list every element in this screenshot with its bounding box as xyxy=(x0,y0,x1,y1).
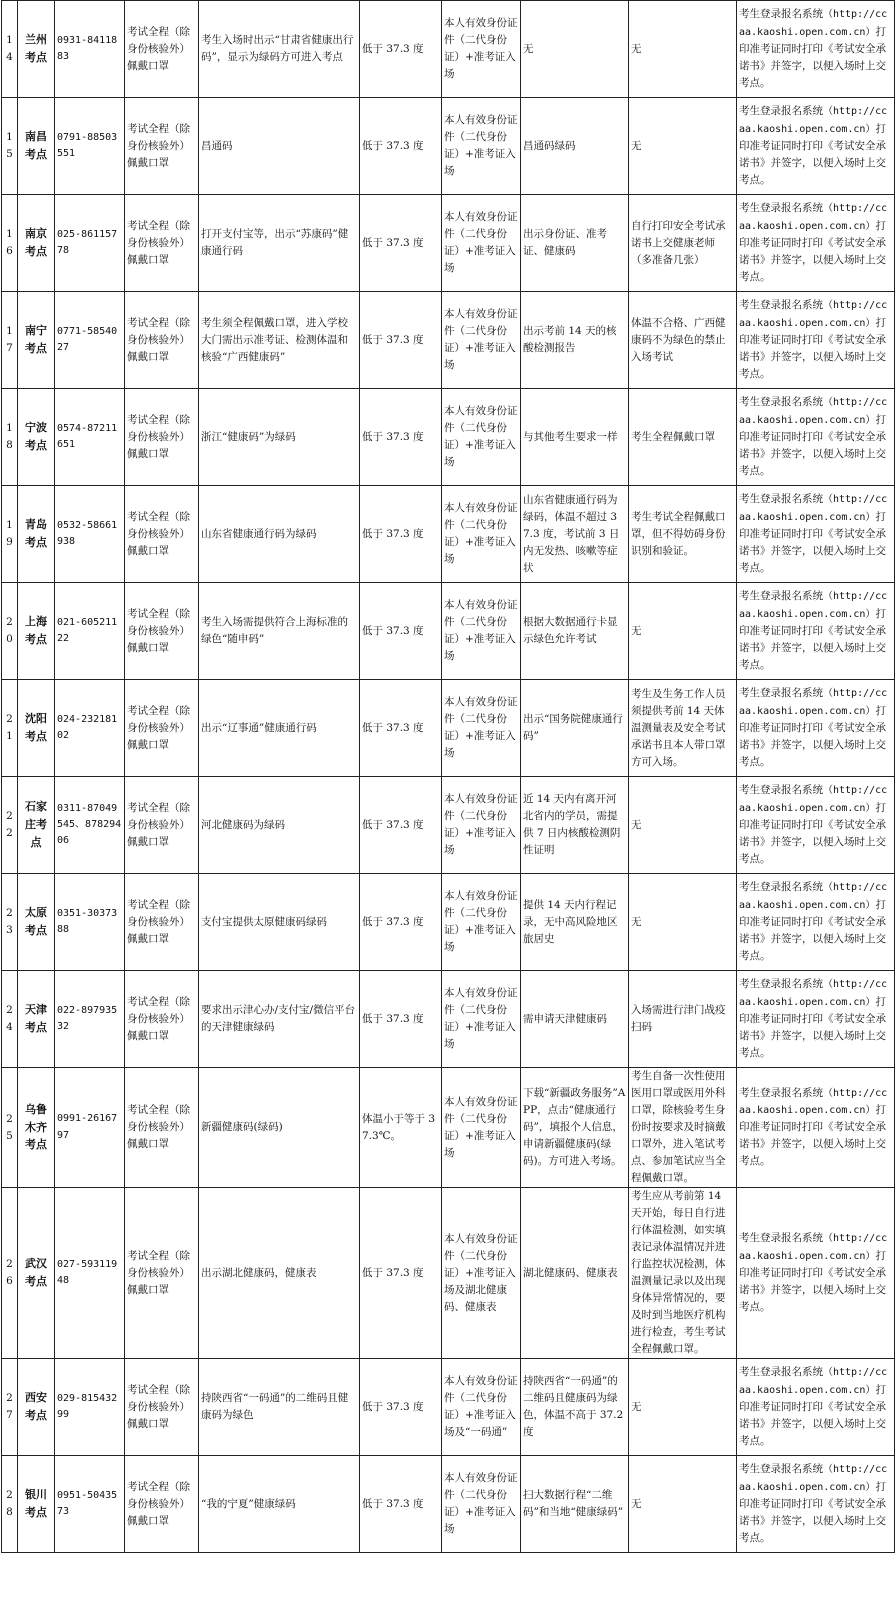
health-code-requirement: 昌通码 xyxy=(199,98,360,195)
notes: 无 xyxy=(629,777,737,874)
registration-url: （http://ccaa.kaoshi.open.com.cn） xyxy=(739,1233,888,1262)
table-row xyxy=(2,874,895,971)
registration-text-a: 考生登录报名系统 xyxy=(739,784,823,797)
site-name: 宁波考点 xyxy=(18,389,55,486)
registration-text-a: 考生登录报名系统 xyxy=(739,493,823,506)
registration-text-b: 打印准考证同时打印《考试安全承诺书》并签字，以便入场时上交考点。 xyxy=(739,122,886,186)
notes: 无 xyxy=(629,874,737,971)
site-phone: 0791-88503551 xyxy=(55,98,125,195)
health-code-requirement: 出示湖北健康码，健康表 xyxy=(199,1188,360,1359)
registration-text-b: 打印准考证同时打印《考试安全承诺书》并签字，以便入场时上交考点。 xyxy=(739,1249,886,1313)
temperature-requirement: 低于 37.3 度 xyxy=(360,583,442,680)
table-row xyxy=(2,389,895,486)
temperature-requirement: 低于 37.3 度 xyxy=(360,1,442,98)
registration-text-a: 考生登录报名系统 xyxy=(739,1232,823,1245)
entry-documents: 本人有效身份证件（二代身份证）+准考证入场 xyxy=(442,777,521,874)
registration-url: （http://ccaa.kaoshi.open.com.cn） xyxy=(739,106,888,135)
site-name: 南宁考点 xyxy=(18,292,55,389)
registration-url: （http://ccaa.kaoshi.open.com.cn） xyxy=(739,203,888,232)
row-number: 24 xyxy=(2,971,18,1068)
registration-url: （http://ccaa.kaoshi.open.com.cn） xyxy=(739,882,888,911)
registration-text-b: 打印准考证同时打印《考试安全承诺书》并签字，以便入场时上交考点。 xyxy=(739,413,886,477)
mask-requirement: 考试全程（除身份核验外）佩戴口罩 xyxy=(125,777,199,874)
registration-text-b: 打印准考证同时打印《考试安全承诺书》并签字，以便入场时上交考点。 xyxy=(739,510,886,574)
health-code-requirement: 支付宝提供太原健康码绿码 xyxy=(199,874,360,971)
temperature-requirement: 低于 37.3 度 xyxy=(360,777,442,874)
mask-requirement: 考试全程（除身份核验外）佩戴口罩 xyxy=(125,583,199,680)
registration-text-b: 打印准考证同时打印《考试安全承诺书》并签字，以便入场时上交考点。 xyxy=(739,898,886,962)
extra-requirements: 与其他考生要求一样 xyxy=(521,389,629,486)
extra-requirements: 扫大数据行程“二维码”和当地“健康绿码” xyxy=(521,1456,629,1553)
registration-text-b: 打印准考证同时打印《考试安全承诺书》并签字，以便入场时上交考点。 xyxy=(739,1104,886,1168)
registration-url: （http://ccaa.kaoshi.open.com.cn） xyxy=(739,591,888,620)
registration-instructions xyxy=(737,583,895,680)
extra-requirements: 下载“新疆政务服务”APP，点击“健康通行码”，填报个人信息，申请新疆健康码(绿码)。方可进入考场。 xyxy=(521,1068,629,1188)
row-number: 23 xyxy=(2,874,18,971)
temperature-requirement: 低于 37.3 度 xyxy=(360,874,442,971)
notes: 无 xyxy=(629,1,737,98)
extra-requirements: 持陕西省“一码通”的二维码且健康码为绿色，体温不高于 37.2 度 xyxy=(521,1359,629,1456)
table-row xyxy=(2,971,895,1068)
temperature-requirement: 体温小于等于 37.3℃。 xyxy=(360,1068,442,1188)
registration-text-a: 考生登录报名系统 xyxy=(739,202,823,215)
row-number: 14 xyxy=(2,1,18,98)
row-number: 18 xyxy=(2,389,18,486)
registration-url: （http://ccaa.kaoshi.open.com.cn） xyxy=(739,1367,888,1396)
site-phone: 027-59311948 xyxy=(55,1188,125,1359)
site-name: 武汉考点 xyxy=(18,1188,55,1359)
table-row xyxy=(2,1188,895,1359)
table-row xyxy=(2,98,895,195)
health-code-requirement: 浙江“健康码”为绿码 xyxy=(199,389,360,486)
table-row xyxy=(2,1456,895,1553)
entry-documents: 本人有效身份证件（二代身份证）+准考证入场及湖北健康码、健康表 xyxy=(442,1188,521,1359)
table-body xyxy=(2,1,895,1553)
row-number: 28 xyxy=(2,1456,18,1553)
health-code-requirement: 新疆健康码(绿码) xyxy=(199,1068,360,1188)
site-name: 天津考点 xyxy=(18,971,55,1068)
registration-url: （http://ccaa.kaoshi.open.com.cn） xyxy=(739,1464,888,1493)
entry-documents: 本人有效身份证件（二代身份证）+准考证入场 xyxy=(442,389,521,486)
notes: 无 xyxy=(629,1456,737,1553)
site-phone: 0931-8411883 xyxy=(55,1,125,98)
table-row xyxy=(2,195,895,292)
temperature-requirement: 低于 37.3 度 xyxy=(360,98,442,195)
site-name: 乌鲁木齐考点 xyxy=(18,1068,55,1188)
extra-requirements: 出示考前 14 天的核酸检测报告 xyxy=(521,292,629,389)
notes: 考生考试全程佩戴口罩，但不得妨碍身份识别和验证。 xyxy=(629,486,737,583)
registration-instructions xyxy=(737,1,895,98)
notes: 考生及生务工作人员须提供考前 14 天体温测量表及安全考试承诺书且本人带口罩方可入场。 xyxy=(629,680,737,777)
temperature-requirement: 低于 37.3 度 xyxy=(360,195,442,292)
notes: 考生全程佩戴口罩 xyxy=(629,389,737,486)
site-name: 兰州考点 xyxy=(18,1,55,98)
registration-instructions xyxy=(737,874,895,971)
table-row xyxy=(2,777,895,874)
site-phone: 021-60521122 xyxy=(55,583,125,680)
registration-url: （http://ccaa.kaoshi.open.com.cn） xyxy=(739,688,888,717)
mask-requirement: 考试全程（除身份核验外）佩戴口罩 xyxy=(125,1,199,98)
site-name: 银川考点 xyxy=(18,1456,55,1553)
site-phone: 0311-87049545、87829406 xyxy=(55,777,125,874)
exam-site-table-page xyxy=(1,0,895,1553)
registration-text-a: 考生登录报名系统 xyxy=(739,590,823,603)
registration-url: （http://ccaa.kaoshi.open.com.cn） xyxy=(739,1087,888,1116)
extra-requirements: 近 14 天内有离开河北省内的学员，需提供 7 日内核酸检测阴性证明 xyxy=(521,777,629,874)
entry-documents: 本人有效身份证件（二代身份证）+准考证入场 xyxy=(442,971,521,1068)
table-row xyxy=(2,680,895,777)
registration-text-a: 考生登录报名系统 xyxy=(739,299,823,312)
table-row xyxy=(2,1359,895,1456)
site-name: 沈阳考点 xyxy=(18,680,55,777)
registration-instructions xyxy=(737,292,895,389)
site-name: 青岛考点 xyxy=(18,486,55,583)
registration-text-b: 打印准考证同时打印《考试安全承诺书》并签字，以便入场时上交考点。 xyxy=(739,801,886,865)
temperature-requirement: 低于 37.3 度 xyxy=(360,1188,442,1359)
site-phone: 0771-5854027 xyxy=(55,292,125,389)
site-phone: 0351-3037388 xyxy=(55,874,125,971)
row-number: 15 xyxy=(2,98,18,195)
site-name: 太原考点 xyxy=(18,874,55,971)
registration-url: （http://ccaa.kaoshi.open.com.cn） xyxy=(739,785,888,814)
notes: 体温不合格、广西健康码不为绿色的禁止入场考试 xyxy=(629,292,737,389)
health-code-requirement: 打开支付宝等，出示“苏康码”健康通行码 xyxy=(199,195,360,292)
registration-text-b: 打印准考证同时打印《考试安全承诺书》并签字，以便入场时上交考点。 xyxy=(739,995,886,1059)
row-number: 20 xyxy=(2,583,18,680)
table-row xyxy=(2,1068,895,1188)
entry-documents: 本人有效身份证件（二代身份证）+准考证入场 xyxy=(442,195,521,292)
row-number: 25 xyxy=(2,1068,18,1188)
site-phone: 0574-87211651 xyxy=(55,389,125,486)
table-row xyxy=(2,486,895,583)
extra-requirements: 出示“国务院健康通行码” xyxy=(521,680,629,777)
health-code-requirement: “我的宁夏”健康绿码 xyxy=(199,1456,360,1553)
mask-requirement: 考试全程（除身份核验外）佩戴口罩 xyxy=(125,486,199,583)
registration-text-b: 打印准考证同时打印《考试安全承诺书》并签字，以便入场时上交考点。 xyxy=(739,25,886,89)
registration-url: （http://ccaa.kaoshi.open.com.cn） xyxy=(739,397,888,426)
registration-instructions xyxy=(737,389,895,486)
site-phone: 024-23218102 xyxy=(55,680,125,777)
notes: 无 xyxy=(629,1359,737,1456)
entry-documents: 本人有效身份证件（二代身份证）+准考证入场 xyxy=(442,680,521,777)
row-number: 16 xyxy=(2,195,18,292)
temperature-requirement: 低于 37.3 度 xyxy=(360,1359,442,1456)
site-phone: 025-86115778 xyxy=(55,195,125,292)
extra-requirements: 无 xyxy=(521,1,629,98)
mask-requirement: 考试全程（除身份核验外）佩戴口罩 xyxy=(125,98,199,195)
mask-requirement: 考试全程（除身份核验外）佩戴口罩 xyxy=(125,292,199,389)
mask-requirement: 考试全程（除身份核验外）佩戴口罩 xyxy=(125,1456,199,1553)
registration-instructions xyxy=(737,486,895,583)
registration-url: （http://ccaa.kaoshi.open.com.cn） xyxy=(739,300,888,329)
registration-instructions xyxy=(737,971,895,1068)
entry-documents: 本人有效身份证件（二代身份证）+准考证入场及“一码通” xyxy=(442,1359,521,1456)
extra-requirements: 根据大数据通行卡显示绿色允许考试 xyxy=(521,583,629,680)
row-number: 22 xyxy=(2,777,18,874)
registration-instructions xyxy=(737,1359,895,1456)
temperature-requirement: 低于 37.3 度 xyxy=(360,1456,442,1553)
notes: 考生自备一次性使用医用口罩或医用外科口罩，除核验考生身份时按要求及时摘戴口罩外，进入笔试考点、参加笔试应当全程佩戴口罩。 xyxy=(629,1068,737,1188)
temperature-requirement: 低于 37.3 度 xyxy=(360,680,442,777)
registration-text-a: 考生登录报名系统 xyxy=(739,1366,823,1379)
entry-documents: 本人有效身份证件（二代身份证）+准考证入场 xyxy=(442,98,521,195)
health-code-requirement: 河北健康码为绿码 xyxy=(199,777,360,874)
site-name: 西安考点 xyxy=(18,1359,55,1456)
registration-text-a: 考生登录报名系统 xyxy=(739,105,823,118)
site-name: 南京考点 xyxy=(18,195,55,292)
extra-requirements: 需申请天津健康码 xyxy=(521,971,629,1068)
health-code-requirement: 考生入场需提供符合上海标准的绿色“随申码” xyxy=(199,583,360,680)
notes: 考生应从考前第 14 天开始，每日自行进行体温检测，如实填表记录体温情况并进行监控状况检测，体温测量记录以及出现身体异常情况的，要及时到当地医疗机构进行检查，考生考试全程佩戴口罩。 xyxy=(629,1188,737,1359)
registration-instructions xyxy=(737,1068,895,1188)
health-code-requirement: 山东省健康通行码为绿码 xyxy=(199,486,360,583)
registration-url: （http://ccaa.kaoshi.open.com.cn） xyxy=(739,979,888,1008)
registration-text-a: 考生登录报名系统 xyxy=(739,881,823,894)
temperature-requirement: 低于 37.3 度 xyxy=(360,486,442,583)
site-name: 南昌考点 xyxy=(18,98,55,195)
temperature-requirement: 低于 37.3 度 xyxy=(360,971,442,1068)
registration-instructions xyxy=(737,777,895,874)
mask-requirement: 考试全程（除身份核验外）佩戴口罩 xyxy=(125,389,199,486)
temperature-requirement: 低于 37.3 度 xyxy=(360,389,442,486)
site-phone: 029-81543299 xyxy=(55,1359,125,1456)
registration-text-b: 打印准考证同时打印《考试安全承诺书》并签字，以便入场时上交考点。 xyxy=(739,316,886,380)
site-name: 上海考点 xyxy=(18,583,55,680)
mask-requirement: 考试全程（除身份核验外）佩戴口罩 xyxy=(125,874,199,971)
table-row xyxy=(2,583,895,680)
registration-text-a: 考生登录报名系统 xyxy=(739,8,823,21)
exam-site-table xyxy=(1,0,895,1553)
health-code-requirement: 考生须全程佩戴口罩，进入学校大门需出示准考证、检测体温和核验“广西健康码” xyxy=(199,292,360,389)
registration-instructions xyxy=(737,98,895,195)
row-number: 21 xyxy=(2,680,18,777)
registration-text-b: 打印准考证同时打印《考试安全承诺书》并签字，以便入场时上交考点。 xyxy=(739,704,886,768)
entry-documents: 本人有效身份证件（二代身份证）+准考证入场 xyxy=(442,1456,521,1553)
registration-instructions xyxy=(737,195,895,292)
registration-url: （http://ccaa.kaoshi.open.com.cn） xyxy=(739,9,888,38)
entry-documents: 本人有效身份证件（二代身份证）+准考证入场 xyxy=(442,874,521,971)
registration-instructions xyxy=(737,1456,895,1553)
site-phone: 022-89793532 xyxy=(55,971,125,1068)
mask-requirement: 考试全程（除身份核验外）佩戴口罩 xyxy=(125,1359,199,1456)
row-number: 26 xyxy=(2,1188,18,1359)
temperature-requirement: 低于 37.3 度 xyxy=(360,292,442,389)
notes: 自行打印安全考试承诺书上交健康老师（多准备几张） xyxy=(629,195,737,292)
registration-text-a: 考生登录报名系统 xyxy=(739,1463,823,1476)
mask-requirement: 考试全程（除身份核验外）佩戴口罩 xyxy=(125,195,199,292)
table-row xyxy=(2,1,895,98)
registration-instructions xyxy=(737,1188,895,1359)
registration-text-a: 考生登录报名系统 xyxy=(739,396,823,409)
entry-documents: 本人有效身份证件（二代身份证）+准考证入场 xyxy=(442,583,521,680)
site-phone: 0951-5043573 xyxy=(55,1456,125,1553)
extra-requirements: 湖北健康码、健康表 xyxy=(521,1188,629,1359)
registration-text-b: 打印准考证同时打印《考试安全承诺书》并签字，以便入场时上交考点。 xyxy=(739,1480,886,1544)
site-name: 石家庄考点 xyxy=(18,777,55,874)
notes: 入场需进行津门战疫扫码 xyxy=(629,971,737,1068)
health-code-requirement: 出示“辽事通”健康通行码 xyxy=(199,680,360,777)
row-number: 27 xyxy=(2,1359,18,1456)
entry-documents: 本人有效身份证件（二代身份证）+准考证入场 xyxy=(442,1,521,98)
registration-instructions xyxy=(737,680,895,777)
registration-text-a: 考生登录报名系统 xyxy=(739,978,823,991)
table-row xyxy=(2,292,895,389)
extra-requirements: 山东省健康通行码为绿码，体温不超过 37.3 度，考试前 3 日内无发热、咳嗽等症状 xyxy=(521,486,629,583)
registration-url: （http://ccaa.kaoshi.open.com.cn） xyxy=(739,494,888,523)
entry-documents: 本人有效身份证件（二代身份证）+准考证入场 xyxy=(442,486,521,583)
health-code-requirement: 考生入场时出示“甘肃省健康出行码”，显示为绿码方可进入考点 xyxy=(199,1,360,98)
row-number: 17 xyxy=(2,292,18,389)
row-number: 19 xyxy=(2,486,18,583)
notes: 无 xyxy=(629,98,737,195)
registration-text-b: 打印准考证同时打印《考试安全承诺书》并签字，以便入场时上交考点。 xyxy=(739,607,886,671)
entry-documents: 本人有效身份证件（二代身份证）+准考证入场 xyxy=(442,1068,521,1188)
mask-requirement: 考试全程（除身份核验外）佩戴口罩 xyxy=(125,1068,199,1188)
site-phone: 0991-2616797 xyxy=(55,1068,125,1188)
entry-documents: 本人有效身份证件（二代身份证）+准考证入场 xyxy=(442,292,521,389)
extra-requirements: 出示身份证、准考证、健康码 xyxy=(521,195,629,292)
registration-text-a: 考生登录报名系统 xyxy=(739,687,823,700)
extra-requirements: 昌通码绿码 xyxy=(521,98,629,195)
mask-requirement: 考试全程（除身份核验外）佩戴口罩 xyxy=(125,971,199,1068)
registration-text-b: 打印准考证同时打印《考试安全承诺书》并签字，以便入场时上交考点。 xyxy=(739,1383,886,1447)
notes: 无 xyxy=(629,583,737,680)
health-code-requirement: 持陕西省“一码通”的二维码且健康码为绿色 xyxy=(199,1359,360,1456)
extra-requirements: 提供 14 天内行程记录，无中高风险地区旅居史 xyxy=(521,874,629,971)
registration-text-b: 打印准考证同时打印《考试安全承诺书》并签字，以便入场时上交考点。 xyxy=(739,219,886,283)
registration-text-a: 考生登录报名系统 xyxy=(739,1086,823,1099)
mask-requirement: 考试全程（除身份核验外）佩戴口罩 xyxy=(125,680,199,777)
mask-requirement: 考试全程（除身份核验外）佩戴口罩 xyxy=(125,1188,199,1359)
site-phone: 0532-58661938 xyxy=(55,486,125,583)
health-code-requirement: 要求出示津心办/支付宝/微信平台的天津健康绿码 xyxy=(199,971,360,1068)
